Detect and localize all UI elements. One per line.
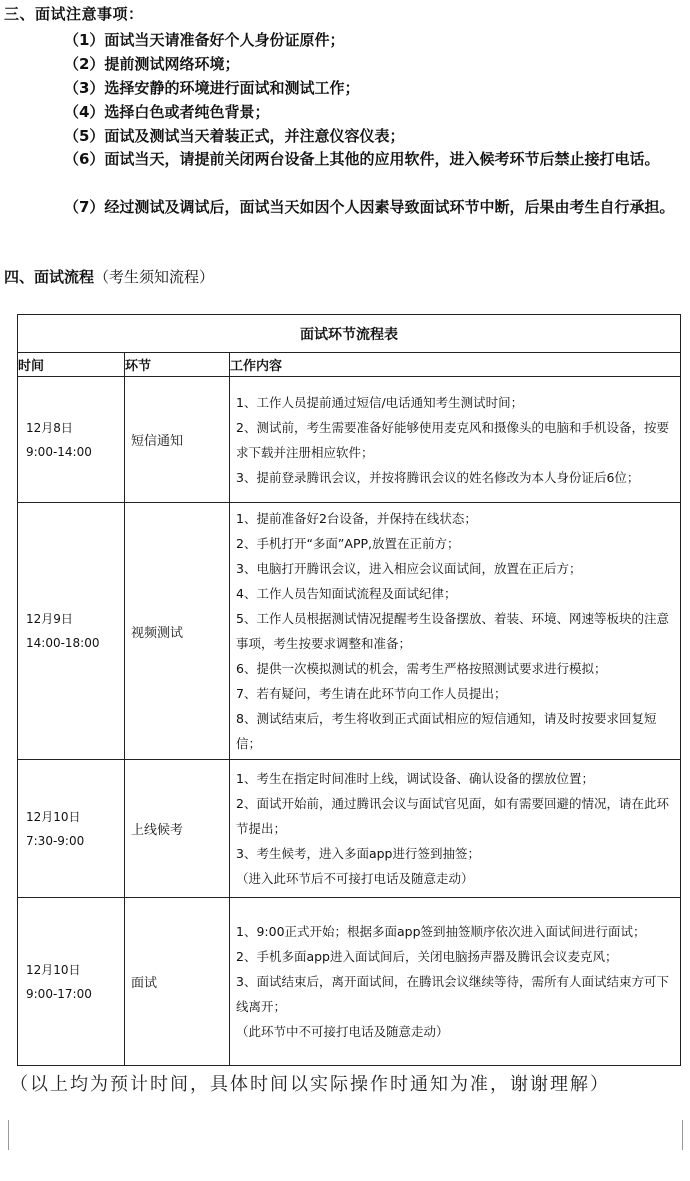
work-item: 1、提前准备好2台设备，并保持在线状态； bbox=[236, 511, 477, 526]
note-item-7: （7）经过测试及调试后，面试当天如因个人因素导致面试环节中断，后果由考生自行承担。 bbox=[64, 198, 675, 216]
row-time-cell bbox=[18, 760, 125, 898]
work-item: 1、工作人员提前通过短信/电话通知考生测试时间； bbox=[236, 394, 524, 410]
section4-title: 四、面试流程 bbox=[4, 268, 95, 286]
row-stage: 上线候考 bbox=[125, 760, 230, 898]
row-date: 12月10日 bbox=[26, 809, 81, 824]
work-item: 8、测试结束后，考生将收到正式面试相应的短信通知，请及时按要求回复短信； bbox=[236, 711, 657, 751]
row-work bbox=[230, 377, 681, 503]
row-time-cell bbox=[18, 503, 125, 760]
table-row bbox=[18, 377, 681, 503]
table-header-row bbox=[18, 353, 681, 377]
note-item-5: （5）面试及测试当天着装正式，并注意仪容仪表； bbox=[64, 127, 405, 145]
row-time: 7:30-9:00 bbox=[26, 833, 85, 848]
work-item: 5、工作人员根据测试情况提醒考生设备摆放、着装、环境、网速等板块的注意事项，考生按要求调整和准备； bbox=[236, 611, 669, 651]
row-time: 9:00-17:00 bbox=[26, 986, 92, 1001]
row-date: 12月9日 bbox=[26, 612, 73, 626]
crop-mark-right bbox=[672, 1120, 683, 1150]
row-work bbox=[230, 898, 681, 1066]
work-item: 2、面试开始前，通过腾讯会议与面试官见面，如有需要回避的情况，请在此环节提出； bbox=[236, 796, 669, 836]
work-item: 1、考生在指定时间准时上线，调试设备、确认设备的摆放位置； bbox=[236, 771, 594, 786]
row-time-cell bbox=[18, 898, 125, 1066]
header-work: 工作内容 bbox=[230, 353, 681, 377]
section4-heading bbox=[4, 266, 214, 287]
table-row bbox=[18, 898, 681, 1066]
row-time: 9:00-14:00 bbox=[26, 444, 92, 459]
row-stage: 视频测试 bbox=[125, 503, 230, 760]
header-stage: 环节 bbox=[125, 353, 230, 377]
work-item: 6、提供一次模拟测试的机会，需考生严格按照测试要求进行模拟； bbox=[236, 661, 607, 676]
work-item: 7、若有疑问，考生请在此环节向工作人员提出； bbox=[236, 686, 507, 701]
work-item: 2、测试前，考生需要准备好能够使用麦克风和摄像头的电脑和手机设备，按要求下载并注册相应软件； bbox=[236, 419, 669, 460]
row-stage: 短信通知 bbox=[125, 377, 230, 503]
work-item: 3、考生候考，进入多面app进行签到抽签； bbox=[236, 846, 480, 861]
table-title: 面试环节流程表 bbox=[18, 315, 681, 353]
row-time-cell bbox=[18, 377, 125, 503]
row-work bbox=[230, 760, 681, 898]
row-work bbox=[230, 503, 681, 760]
work-item: 2、手机打开“多面”APP,放置在正前方； bbox=[236, 536, 460, 551]
note-item-4: （4）选择白色或者纯色背景； bbox=[64, 103, 270, 121]
row-date: 12月10日 bbox=[26, 962, 81, 977]
work-item: 3、面试结束后，离开面试间，在腾讯会议继续等待，需所有人面试结束方可下线离开； bbox=[236, 974, 669, 1014]
work-item: （进入此环节后不可接打电话及随意走动） bbox=[236, 871, 474, 886]
crop-mark-left bbox=[8, 1120, 19, 1150]
section4-subtitle: （考生须知流程） bbox=[94, 268, 215, 286]
section3-heading: 三、面试注意事项： bbox=[4, 5, 144, 23]
row-date: 12月8日 bbox=[26, 420, 73, 435]
header-time: 时间 bbox=[18, 353, 125, 377]
table-row bbox=[18, 503, 681, 760]
work-item: 4、工作人员告知面试流程及面试纪律； bbox=[236, 586, 457, 601]
flow-table bbox=[17, 314, 681, 1066]
work-item: （此环节中不可接打电话及随意走动） bbox=[236, 1024, 449, 1039]
work-item: 2、手机多面app进入面试间后，关闭电脑扬声器及腾讯会议麦克风； bbox=[236, 949, 618, 964]
table-row bbox=[18, 760, 681, 898]
note-item-6: （6）面试当天，请提前关闭两台设备上其他的应用软件，进入候考环节后禁止接打电话。 bbox=[64, 150, 660, 168]
note-item-1: （1）面试当天请准备好个人身份证原件； bbox=[64, 31, 345, 49]
note-item-2: （2）提前测试网络环境； bbox=[64, 55, 240, 73]
work-item: 3、电脑打开腾讯会议，进入相应会议面试间，放置在正后方； bbox=[236, 561, 582, 576]
work-item: 3、提前登录腾讯会议，并按将腾讯会议的姓名修改为本人身份证后6位； bbox=[236, 469, 640, 485]
work-item: 1、9:00正式开始；根据多面app签到抽签顺序依次进入面试间进行面试； bbox=[236, 924, 646, 939]
footnote: （以上均为预计时间，具体时间以实际操作时通知为准，谢谢理解） bbox=[10, 1074, 610, 1095]
row-stage: 面试 bbox=[125, 898, 230, 1066]
note-item-3: （3）选择安静的环境进行面试和测试工作； bbox=[64, 79, 360, 97]
row-time: 14:00-18:00 bbox=[26, 636, 100, 650]
